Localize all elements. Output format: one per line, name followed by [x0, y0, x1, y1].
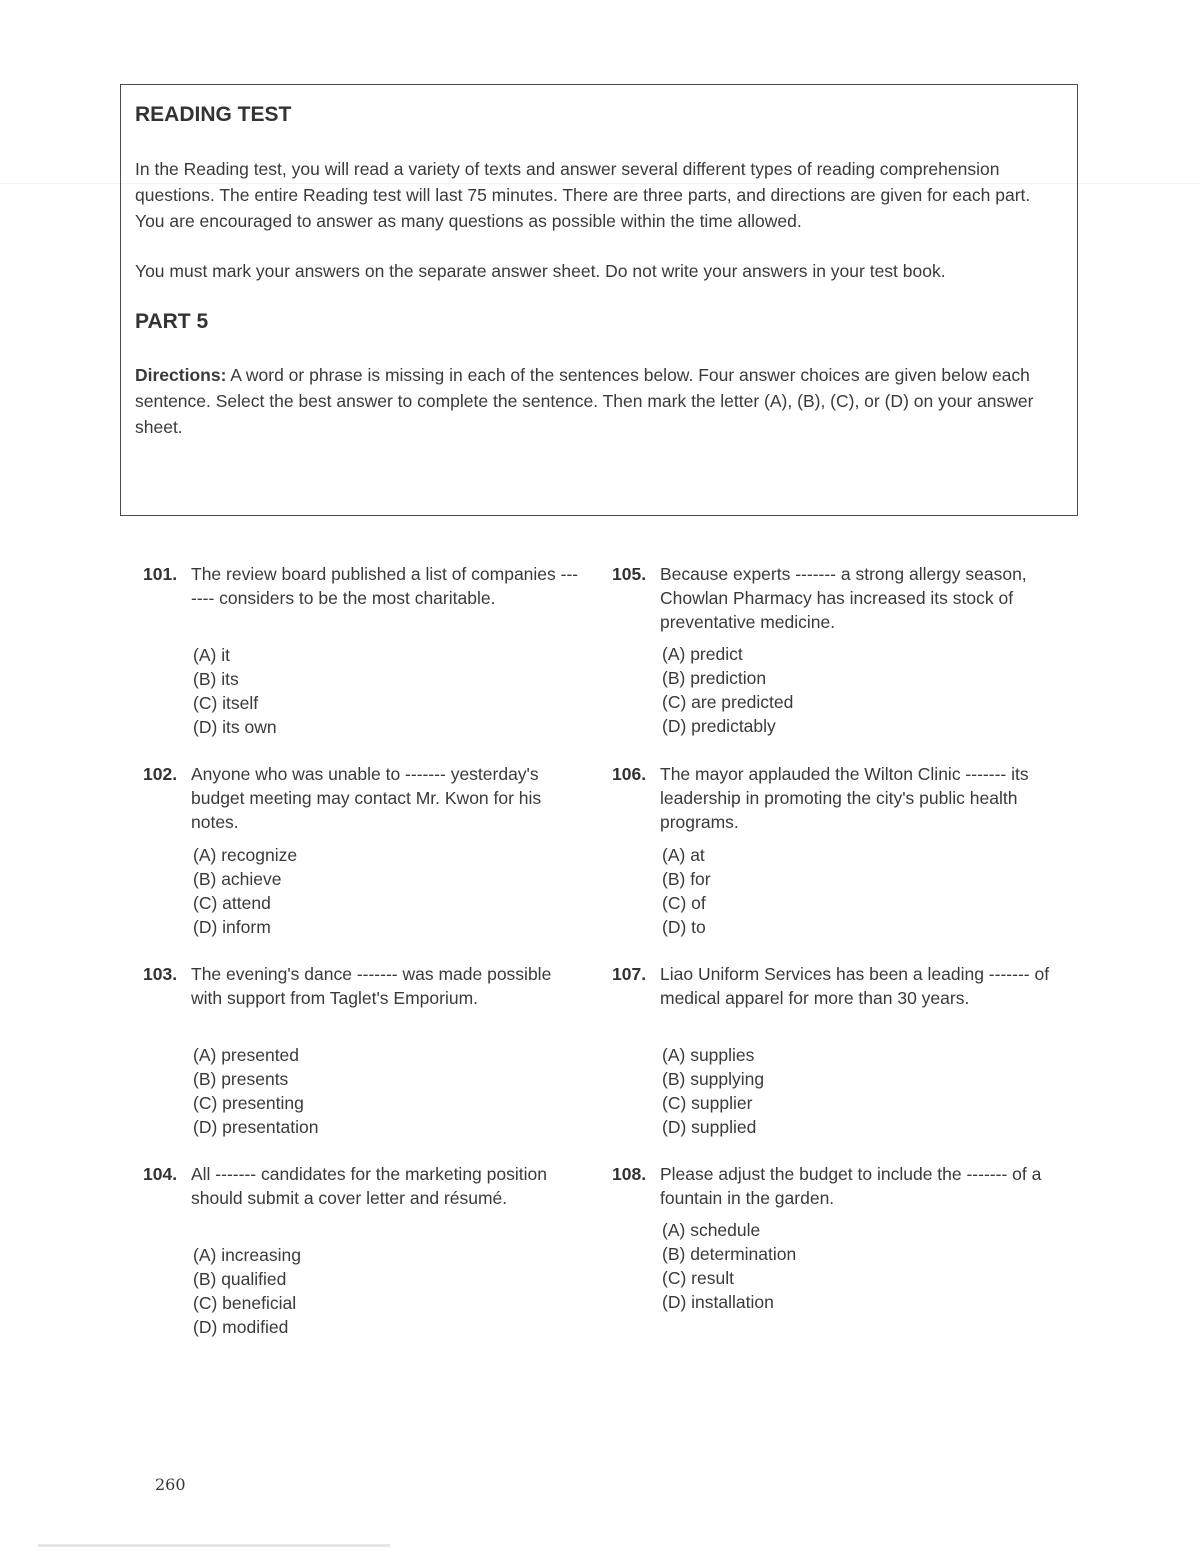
choice-c: (C) supplier	[662, 1093, 753, 1113]
choice-a: (A) increasing	[193, 1245, 301, 1265]
choice-c: (C) of	[662, 893, 706, 913]
scan-artifact-bar	[38, 1544, 390, 1547]
choice-a: (A) it	[193, 645, 230, 665]
choice-c: (C) presenting	[193, 1093, 304, 1113]
question-text: Anyone who was unable to ------- yesterday's budget meeting may contact Mr. Kwon for his notes.	[191, 764, 542, 832]
answer-choices	[662, 642, 793, 738]
choice-d: (D) presentation	[193, 1117, 319, 1137]
question-108	[612, 1162, 1052, 1362]
choice-d: (D) predictably	[662, 716, 776, 736]
question-number: 104.	[143, 1164, 178, 1184]
question-text: All ------- candidates for the marketing position should submit a cover letter and résumé.	[191, 1164, 547, 1208]
choice-c: (C) result	[662, 1268, 734, 1288]
choice-b: (B) achieve	[193, 869, 282, 889]
choice-b: (B) presents	[193, 1069, 289, 1089]
choice-d: (D) its own	[193, 717, 277, 737]
question-101	[143, 562, 583, 762]
choice-a: (A) at	[662, 845, 705, 865]
choice-b: (B) qualified	[193, 1269, 287, 1289]
question-number: 106.	[612, 764, 647, 784]
question-107	[612, 962, 1052, 1162]
choice-c: (C) itself	[193, 693, 259, 713]
question-text: Please adjust the budget to include the ------- of a fountain in the garden.	[660, 1164, 1042, 1208]
questions-right-column	[612, 562, 1052, 1362]
question-103	[143, 962, 583, 1162]
question-text: The mayor applauded the Wilton Clinic ------- its leadership in promoting the city's public health programs.	[660, 764, 1029, 832]
intro-paragraph-2: You must mark your answers on the separate answer sheet. Do not write your answers in your test book.	[135, 261, 946, 281]
intro-paragraph-1: In the Reading test, you will read a variety of texts and answer several different types of reading comprehension questions. The entire Reading test will last 75 minutes. There are three parts, and directions are given for each part. You are encouraged to answer as many questions as possible within the time allowed.	[135, 159, 1031, 231]
choice-c: (C) beneficial	[193, 1293, 297, 1313]
choice-b: (B) determination	[662, 1244, 797, 1264]
answer-choices	[193, 843, 297, 939]
answer-choices	[193, 643, 277, 739]
directions	[135, 362, 1059, 440]
question-text: Liao Uniform Services has been a leading ------- of medical apparel for more than 30 years.	[660, 964, 1050, 1008]
choice-a: (A) supplies	[662, 1045, 755, 1065]
choice-c: (C) attend	[193, 893, 271, 913]
directions-text: A word or phrase is missing in each of the sentences below. Four answer choices are given below each sentence. Select the best answer to complete the sentence. Then mark the letter (A), (B), (C), or (D) on your answer sheet.	[135, 365, 1034, 437]
question-number: 102.	[143, 764, 178, 784]
choice-d: (D) inform	[193, 917, 271, 937]
choice-c: (C) are predicted	[662, 692, 794, 712]
part-title: PART 5	[135, 310, 209, 333]
question-number: 101.	[143, 564, 178, 584]
choice-d: (D) supplied	[662, 1117, 757, 1137]
question-number: 107.	[612, 964, 647, 984]
answer-choices	[662, 843, 711, 939]
question-number: 108.	[612, 1164, 647, 1184]
answer-choices	[193, 1243, 301, 1339]
question-text: The review board published a list of companies ------- considers to be the most charitable.	[191, 564, 579, 608]
choice-b: (B) supplying	[662, 1069, 765, 1089]
questions-left-column	[143, 562, 583, 1362]
question-number: 103.	[143, 964, 178, 984]
answer-choices	[662, 1218, 796, 1314]
answer-choices	[662, 1043, 764, 1139]
question-number: 105.	[612, 564, 647, 584]
choice-d: (D) installation	[662, 1292, 774, 1312]
question-text: The evening's dance ------- was made possible with support from Taglet's Emporium.	[191, 964, 552, 1008]
choice-d: (D) modified	[193, 1317, 289, 1337]
question-text: Because experts ------- a strong allergy season, Chowlan Pharmacy has increased its stock of preventative medicine.	[660, 564, 1027, 632]
choice-a: (A) presented	[193, 1045, 300, 1065]
question-106	[612, 762, 1052, 962]
choice-b: (B) prediction	[662, 668, 767, 688]
question-105	[612, 562, 1052, 762]
choice-d: (D) to	[662, 917, 706, 937]
choice-a: (A) predict	[662, 644, 743, 664]
instructions-box	[120, 84, 1078, 516]
choice-b: (B) its	[193, 669, 239, 689]
directions-label: Directions:	[135, 365, 227, 385]
choice-b: (B) for	[662, 869, 711, 889]
choice-a: (A) recognize	[193, 845, 298, 865]
question-104	[143, 1162, 583, 1362]
choice-a: (A) schedule	[662, 1220, 761, 1240]
page-number: 260	[155, 1475, 186, 1494]
reading-test-title: READING TEST	[135, 103, 292, 126]
question-102	[143, 762, 583, 962]
answer-choices	[193, 1043, 318, 1139]
